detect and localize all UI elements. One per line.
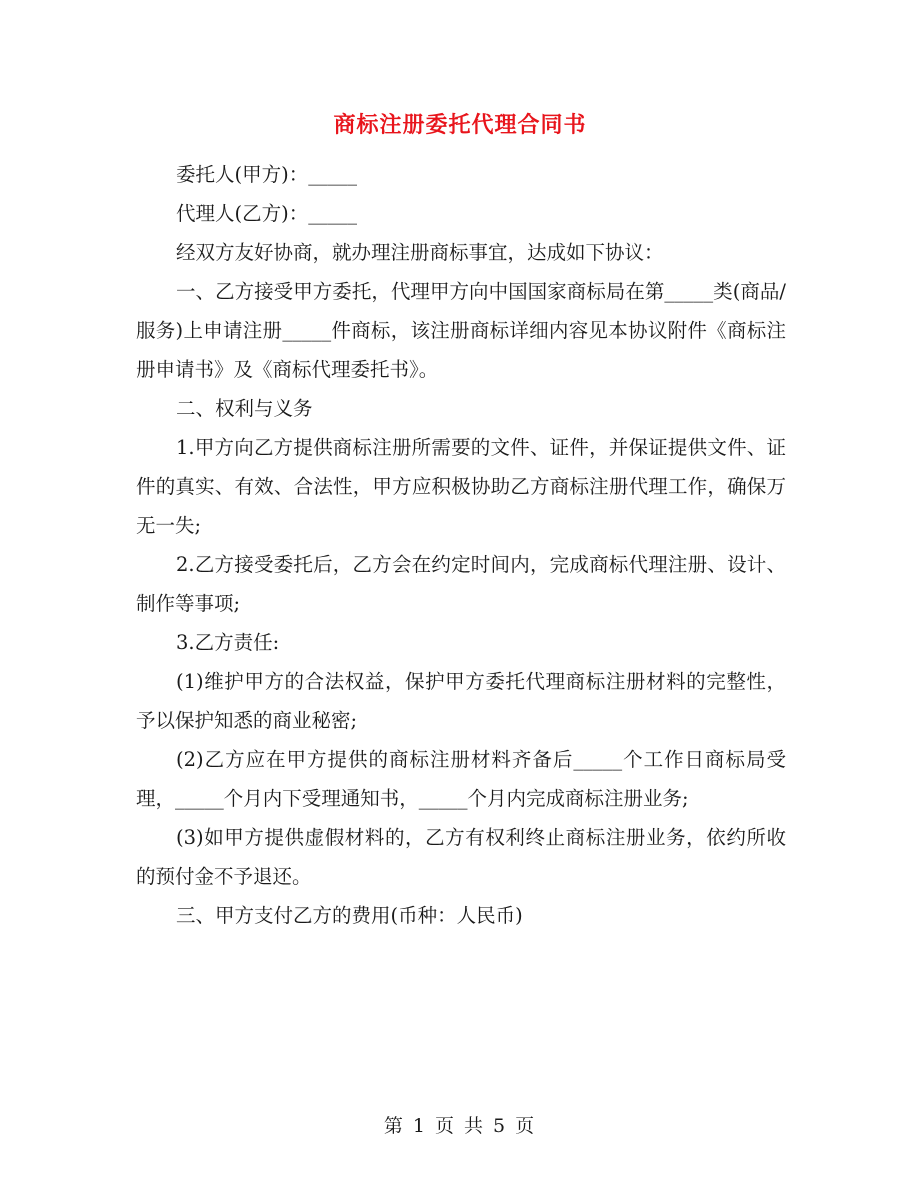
clause-2-3-1: (1)维护甲方的合法权益，保护甲方委托代理商标注册材料的完整性，予以保护知悉的商业秘密;	[136, 670, 786, 732]
clause-2-2: 2.乙方接受委托后，乙方会在约定时间内，完成商标代理注册、设计、制作等事项;	[136, 553, 786, 615]
clause-2-3-heading: 3.乙方责任:	[176, 631, 280, 654]
clause-2-1: 1.甲方向乙方提供商标注册所需要的文件、证件，并保证提供文件、证件的真实、有效、合法性，甲方应积极协助乙方商标注册代理工作，确保万无一失;	[136, 436, 786, 537]
party-b-line: 代理人(乙方)：_____	[176, 202, 357, 225]
clause-2-3-2: (2)乙方应在甲方提供的商标注册材料齐备后_____个工作日商标局受理，_____个月内下受理通知书，_____个月内完成商标注册业务;	[136, 748, 786, 810]
party-a-line: 委托人(甲方)：_____	[176, 163, 357, 186]
document-title: 商标注册委托代理合同书	[333, 112, 587, 138]
document-body	[136, 155, 786, 935]
page-number: 第 1 页 共 5 页	[383, 1115, 537, 1137]
clause-2-3-3: (3)如甲方提供虚假材料的，乙方有权利终止商标注册业务，依约所收的预付金不予退还。	[136, 826, 786, 888]
section-3-heading: 三、甲方支付乙方的费用(币种：人民币)	[176, 904, 523, 927]
agreement-intro: 经双方友好协商，就办理注册商标事宜，达成如下协议：	[176, 241, 664, 264]
clause-1: 一、乙方接受甲方委托，代理甲方向中国国家商标局在第_____类(商品/服务)上申请注册_____件商标，该注册商标详细内容见本协议附件《商标注册申请书》及《商标代理委托书》。	[136, 280, 786, 381]
section-2-heading: 二、权利与义务	[176, 397, 313, 420]
